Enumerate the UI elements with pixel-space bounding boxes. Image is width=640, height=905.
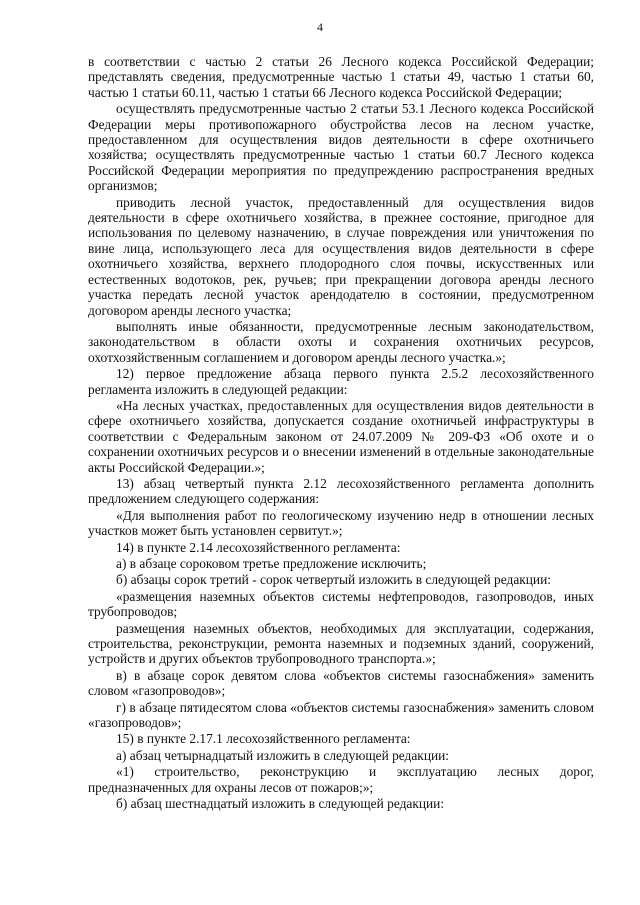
- paragraph: размещения наземных объектов, необходимых для эксплуатации, содержания, строительства, реконструкции, ремонта наземных и подземных зданий, сооружений, устройств и других объектов трубопроводного транспорта.»;: [88, 620, 594, 667]
- paragraph: осуществлять предусмотренные частью 2 статьи 53.1 Лесного кодекса Российской Федерации меры противопожарного обустройства лесов на лесном участке, предоставленном для осуществления видов деятельности в сфере охотничьего хозяйства; осуществлять предусмотренные частью 1 статьи 60.7 Лесного кодекса Российской Федерации мероприятия по предупреждению распространения вредных организмов;: [88, 101, 594, 194]
- paragraph: 15) в пункте 2.17.1 лесохозяйственного регламента:: [116, 731, 411, 747]
- paragraph: 14) в пункте 2.14 лесохозяйственного регламента:: [116, 539, 401, 555]
- paragraph: а) в абзаце сороковом третье предложение исключить;: [116, 556, 427, 571]
- paragraph: б) абзац шестнадцатый изложить в следующей редакции:: [116, 796, 445, 812]
- paragraph: выполнять иные обязанности, предусмотренные лесным законодательством, законодательством в области охоты и сохранения охотничьих ресурсов, охотхозяйственным соглашением и договором аренды лесного участка.»;: [88, 318, 594, 365]
- paragraph: в) в абзаце сорок девятом слова «объектов системы газоснабжения» заменить словом «газопроводов»;: [88, 667, 594, 699]
- paragraph: «1) строительство, реконструкцию и эксплуатацию лесных дорог, предназначенных для охраны лесов от пожаров;»;: [88, 764, 594, 795]
- paragraph: б) абзацы сорок третий - сорок четвертый изложить в следующей редакции:: [116, 572, 551, 588]
- paragraph: 13) абзац четвертый пункта 2.12 лесохозяйственного регламента дополнить предложением следующего содержания:: [88, 475, 594, 507]
- paragraph: «На лесных участках, предоставленных для осуществления видов деятельности в сфере охотничьего хозяйства, допускается создание охотничьей инфраструктуры в соответствии с Федеральным законом от 24.07.2009 № 209-ФЗ «Об охоте и о сохранении охотничьих ресурсов и о внесении изменений в отдельные законодательные акты Российской Федерации.»;: [88, 397, 594, 475]
- paragraph: а) абзац четырнадцатый изложить в следующей редакции:: [116, 747, 450, 763]
- paragraph: г) в абзаце пятидесятом слова «объектов системы газоснабжения» заменить словом «газопроводов»;: [88, 699, 594, 731]
- paragraph: 12) первое предложение абзаца первого пункта 2.5.2 лесохозяйственного регламента изложить в следующей редакции:: [88, 366, 594, 397]
- paragraph: в соответствии с частью 2 статьи 26 Лесного кодекса Российской Федерации; представлять сведения, предусмотренные частью 1 статьи 49, частью 1 статьи 60, частью 1 статьи 60.11, частью 1 статьи 66 Лесного кодекса Российской Федерации;: [88, 54, 594, 100]
- paragraph: «размещения наземных объектов системы нефтепроводов, газопроводов, иных трубопроводов;: [88, 588, 594, 620]
- document-body: [88, 54, 594, 813]
- paragraph: «Для выполнения работ по геологическому изучению недр в отношении лесных участков может быть установлен сервитут.»;: [88, 507, 594, 539]
- paragraph: приводить лесной участок, предоставленный для осуществления видов деятельности в сфере охотничьего хозяйства, в прежнее состояние, пригодное для использования по целевому назначению, в случае повреждения или уничтожения по вине лица, использующего леса для осуществления видов деятельности в сфере охотничьего хозяйства, верхнего плодородного слоя почвы, искусственных или естественных водотоков, рек, ручьев; при прекращении договора аренды лесного участка передать лесной участок арендодателю в состоянии, предусмотренном договором аренды лесного участка;: [88, 194, 594, 318]
- page-number: 4: [317, 20, 323, 34]
